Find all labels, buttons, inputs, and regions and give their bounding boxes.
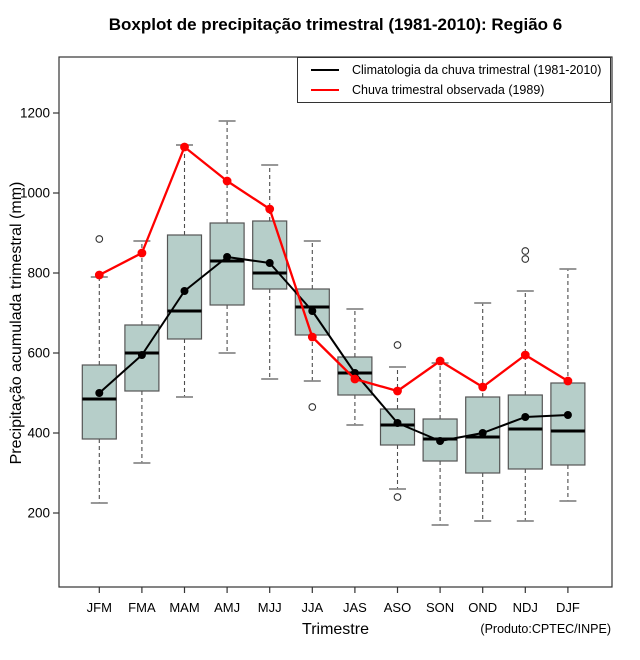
climatology-point (436, 437, 444, 445)
y-tick-label: 600 (27, 345, 50, 361)
box-AMJ (210, 223, 244, 305)
x-tick-label: SON (426, 600, 455, 615)
observed-point (180, 143, 189, 152)
climatology-point (223, 253, 231, 261)
climatology-point (479, 429, 487, 437)
x-tick-label: MJJ (257, 600, 282, 615)
outlier-point (394, 342, 401, 349)
outlier-point (96, 236, 103, 243)
outlier-point (309, 404, 316, 411)
x-tick-label: DJF (555, 600, 580, 615)
climatology-point (138, 351, 146, 359)
chart-title: Boxplot de precipitação trimestral (1981-2010): Região 6 (108, 15, 563, 34)
observed-line-swatch (311, 89, 339, 91)
climatology-point (564, 411, 572, 419)
x-tick-label: AMJ (214, 600, 241, 615)
x-tick-label: NDJ (512, 600, 538, 615)
legend-label-climatology: Climatologia da chuva trimestral (1981-2010) (352, 63, 602, 77)
climatology-point (394, 419, 402, 427)
legend-box (297, 57, 611, 103)
y-tick-label: 400 (27, 425, 50, 441)
observed-point (265, 205, 274, 214)
x-tick-label: JJA (301, 600, 324, 615)
legend-label-observed: Chuva trimestral observada (1989) (352, 83, 545, 97)
y-tick-label: 800 (27, 265, 50, 281)
climatology-point (95, 389, 103, 397)
observed-point (95, 271, 104, 280)
x-tick-label: JAS (342, 600, 367, 615)
outlier-point (522, 256, 529, 263)
observed-point (564, 377, 573, 386)
observed-point (223, 177, 232, 186)
x-tick-label: JFM (86, 600, 112, 615)
x-tick-label: OND (468, 600, 498, 615)
y-tick-label: 200 (27, 505, 50, 521)
x-tick-label: ASO (383, 600, 412, 615)
observed-point (138, 249, 147, 258)
x-axis-title: Trimestre (302, 621, 369, 638)
box-JFM (82, 365, 116, 439)
climatology-line-swatch (311, 69, 339, 71)
y-tick-label: 1200 (19, 105, 50, 121)
climatology-point (181, 287, 189, 295)
footnote-product: (Produto:CPTEC/INPE) (480, 622, 611, 636)
y-axis-title: Precipitação acumulada trimestral (mm) (8, 181, 25, 465)
observed-point (393, 387, 402, 396)
legend-row-climatology (311, 62, 610, 79)
box-MJJ (253, 221, 287, 289)
legend-row-observed (311, 82, 610, 99)
observed-point (351, 375, 360, 384)
observed-point (478, 383, 487, 392)
x-tick-label: FMA (128, 600, 156, 615)
observed-point (521, 351, 530, 360)
climatology-point (308, 307, 316, 315)
box-DJF (551, 383, 585, 465)
outlier-point (394, 494, 401, 501)
box-NDJ (508, 395, 542, 469)
observed-point (308, 333, 317, 342)
climatology-point (266, 259, 274, 267)
y-tick-label: 1000 (19, 185, 50, 201)
observed-point (436, 357, 445, 366)
climatology-point (521, 413, 529, 421)
x-tick-label: MAM (169, 600, 200, 615)
outlier-point (522, 248, 529, 255)
